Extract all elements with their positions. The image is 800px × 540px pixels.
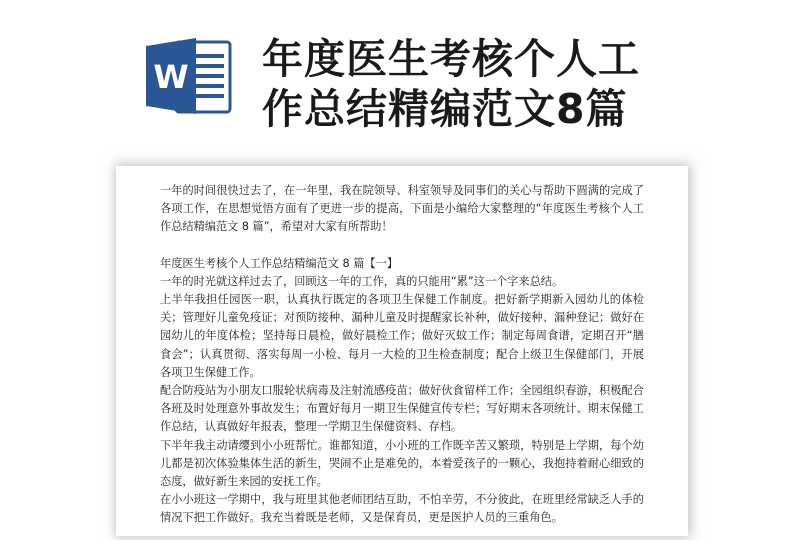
document-page [116, 166, 688, 536]
body-paragraph: 在小小班这一学期中，我与班里其他老师团结互助，不怕辛劳，不分彼此，在班里经常缺乏人手的情况下把工作做好。我充当着既是老师，又是保育员，更是医护人员的三重角色。 [160, 493, 644, 525]
body-paragraph: 配合防疫站为小朋友口服轮状病毒及注射流感疫苗；做好伙食留样工作；全园组织春游，积极配合各班及时处理意外事故发生；布置好每月一期卫生保健宣传专栏；写好期末各项统计、期末保健工作总结，认真做好年报表，整理一学期卫生保健资料、存档。 [160, 384, 644, 434]
word-document-icon [146, 36, 232, 116]
document-body [160, 182, 644, 528]
body-paragraph: 一年的时光就这样过去了，回顾这一年的工作，真的只能用“累”这一个字来总结。 [160, 274, 564, 288]
intro-paragraph: 一年的时间很快过去了，在一年里，我在院领导、科室领导及同事们的关心与帮助下圆满的完成了各项工作，在思想觉悟方面有了更进一步的提高，下面是小编给大家整理的“年度医生考核个人工作总结精编范文 8 篇”，希望对大家有所帮助！ [160, 184, 644, 234]
blank-line [160, 237, 644, 255]
header [0, 0, 800, 150]
word-icon-letter: W [153, 58, 189, 96]
page-title [262, 34, 782, 134]
body-paragraph: 下半年我主动请缨到小小班帮忙。谁都知道，小小班的工作既辛苦又繁琐，特别是上学期，每个幼儿都是初次体验集体生活的新生，哭闹不止是难免的，本着爱孩子的一颗心，我抱持着耐心细致的态度，做好新生来园的安抚工作。 [160, 438, 644, 489]
title-line-2: 作总结精编范文8篇 [262, 85, 628, 133]
section-heading: 年度医生考核个人工作总结精编范文 8 篇【一】 [160, 256, 398, 270]
title-line-1: 年度医生考核个人工 [262, 35, 640, 83]
body-paragraph: 上半年我担任园医一职，认真执行既定的各项卫生保健工作制度。把好新学期新入园幼儿的体检关；管理好儿童免疫证；对预防接种、漏种儿童及时提醒家长补种，做好接种、漏种登记；做好在园幼儿的年度体检；坚持每日晨检，做好晨检工作；做好灭蚊工作；制定每周食谱，定期召开“膳食会”；认真贯彻、落实每周一小检、每月一大检的卫生检查制度；配合上级卫生保健部门，开展各项卫生保健工作。 [160, 293, 644, 379]
